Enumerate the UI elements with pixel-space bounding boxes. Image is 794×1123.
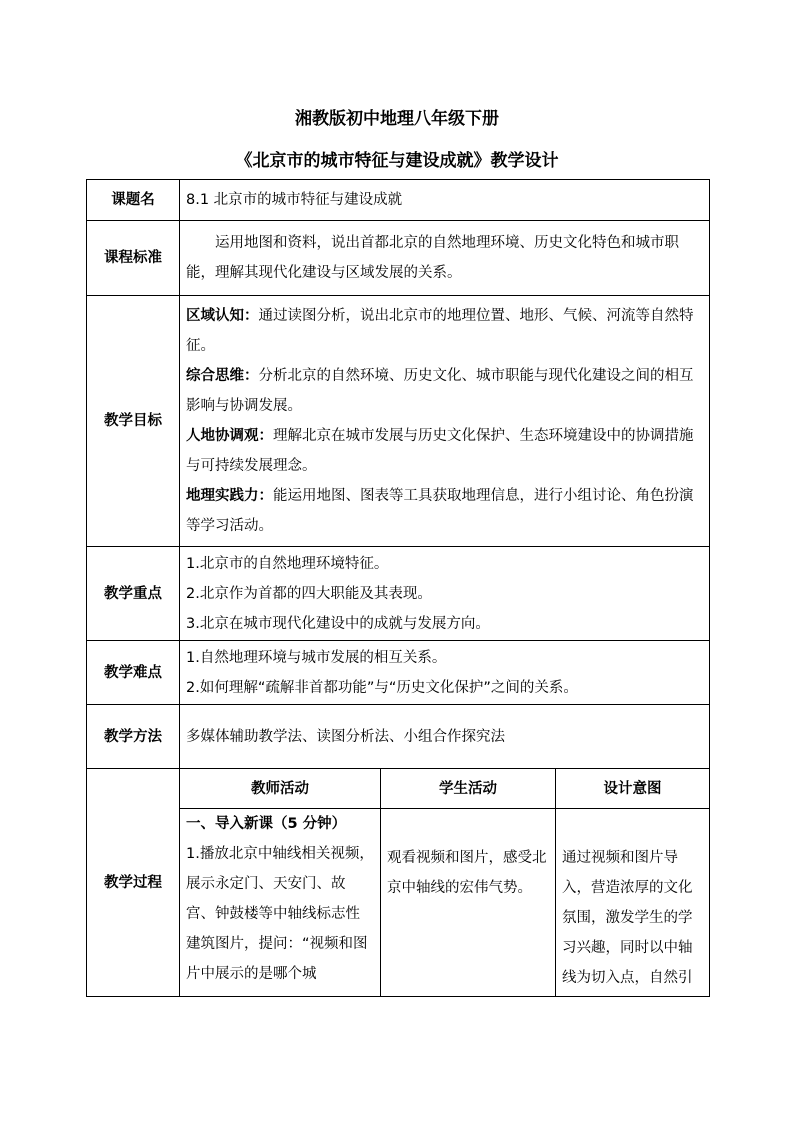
lesson-plan-table: [86, 179, 710, 997]
row-process-content: [87, 809, 710, 997]
goal-item: [186, 421, 703, 481]
goal-text: 理解北京在城市发展与历史文化保护、生态环境建设中的协调措施与可持续发展理念。: [186, 428, 694, 474]
value-topic: 8.1 北京市的城市特征与建设成就: [180, 180, 710, 221]
goal-item: [186, 361, 703, 421]
label-methods: 教学方法: [87, 705, 180, 769]
key-point-item: 1.北京市的自然地理环境特征。: [186, 555, 389, 572]
header-student: 学生活动: [381, 769, 556, 809]
document-title-line2: 《北京市的城市特征与建设成就》教学设计: [235, 151, 559, 171]
key-point-item: 2.北京作为首都的四大职能及其表现。: [186, 585, 432, 602]
difficulty-item: 2.如何理解“疏解非首都功能”与“历史文化保护”之间的关系。: [186, 679, 578, 696]
row-standard: [87, 221, 710, 296]
row-process-headers: [87, 769, 710, 809]
section-title: 一、导入新课（5 分钟）: [186, 816, 347, 832]
label-goals: 教学目标: [87, 296, 180, 547]
value-goals: [180, 296, 710, 547]
label-process: 教学过程: [87, 769, 180, 997]
row-methods: [87, 705, 710, 769]
value-methods: 多媒体辅助教学法、读图分析法、小组合作探究法: [180, 705, 710, 769]
label-difficulties: 教学难点: [87, 641, 180, 705]
row-key-points: [87, 547, 710, 641]
row-difficulties: [87, 641, 710, 705]
row-goals: [87, 296, 710, 547]
label-standard: 课程标准: [87, 221, 180, 296]
value-standard: 运用地图和资料，说出首都北京的自然地理环境、历史文化特色和城市职能，理解其现代化建设与区域发展的关系。: [180, 221, 710, 296]
goal-item: [186, 481, 703, 541]
teacher-activity: [180, 809, 381, 997]
document-title-line1: 湘教版初中地理八年级下册: [295, 109, 499, 129]
label-key-points: 教学重点: [87, 547, 180, 641]
goal-text: 分析北京的自然环境、历史文化、城市职能与现代化建设之间的相互影响与协调发展。: [186, 368, 694, 414]
key-point-item: 3.北京在城市现代化建设中的成就与发展方向。: [186, 615, 490, 632]
goal-head: 综合思维：: [186, 368, 259, 384]
goal-text: 能运用地图、图表等工具获取地理信息，进行小组讨论、角色扮演等学习活动。: [186, 488, 694, 534]
value-key-points: [180, 547, 710, 641]
design-intent: 通过视频和图片导入，营造浓厚的文化氛围，激发学生的学习兴趣，同时以中轴线为切入点，自然引: [556, 809, 710, 997]
row-topic: [87, 180, 710, 221]
student-activity: 观看视频和图片，感受北京中轴线的宏伟气势。: [381, 809, 556, 997]
goal-text: 通过读图分析，说出北京市的地理位置、地形、气候、河流等自然特征。: [186, 308, 694, 354]
difficulty-item: 1.自然地理环境与城市发展的相互关系。: [186, 649, 447, 666]
label-topic: 课题名: [87, 180, 180, 221]
header-teacher: 教师活动: [180, 769, 381, 809]
goal-head: 人地协调观：: [186, 428, 273, 444]
goal-item: [186, 301, 703, 361]
value-difficulties: [180, 641, 710, 705]
goal-head: 区域认知：: [186, 308, 259, 324]
header-intent: 设计意图: [556, 769, 710, 809]
teacher-text: 1.播放北京中轴线相关视频，展示永定门、天安门、故宫、钟鼓楼等中轴线标志性建筑图片，提问：“视频和图片中展示的是哪个城: [186, 846, 374, 982]
goal-head: 地理实践力：: [186, 488, 273, 504]
